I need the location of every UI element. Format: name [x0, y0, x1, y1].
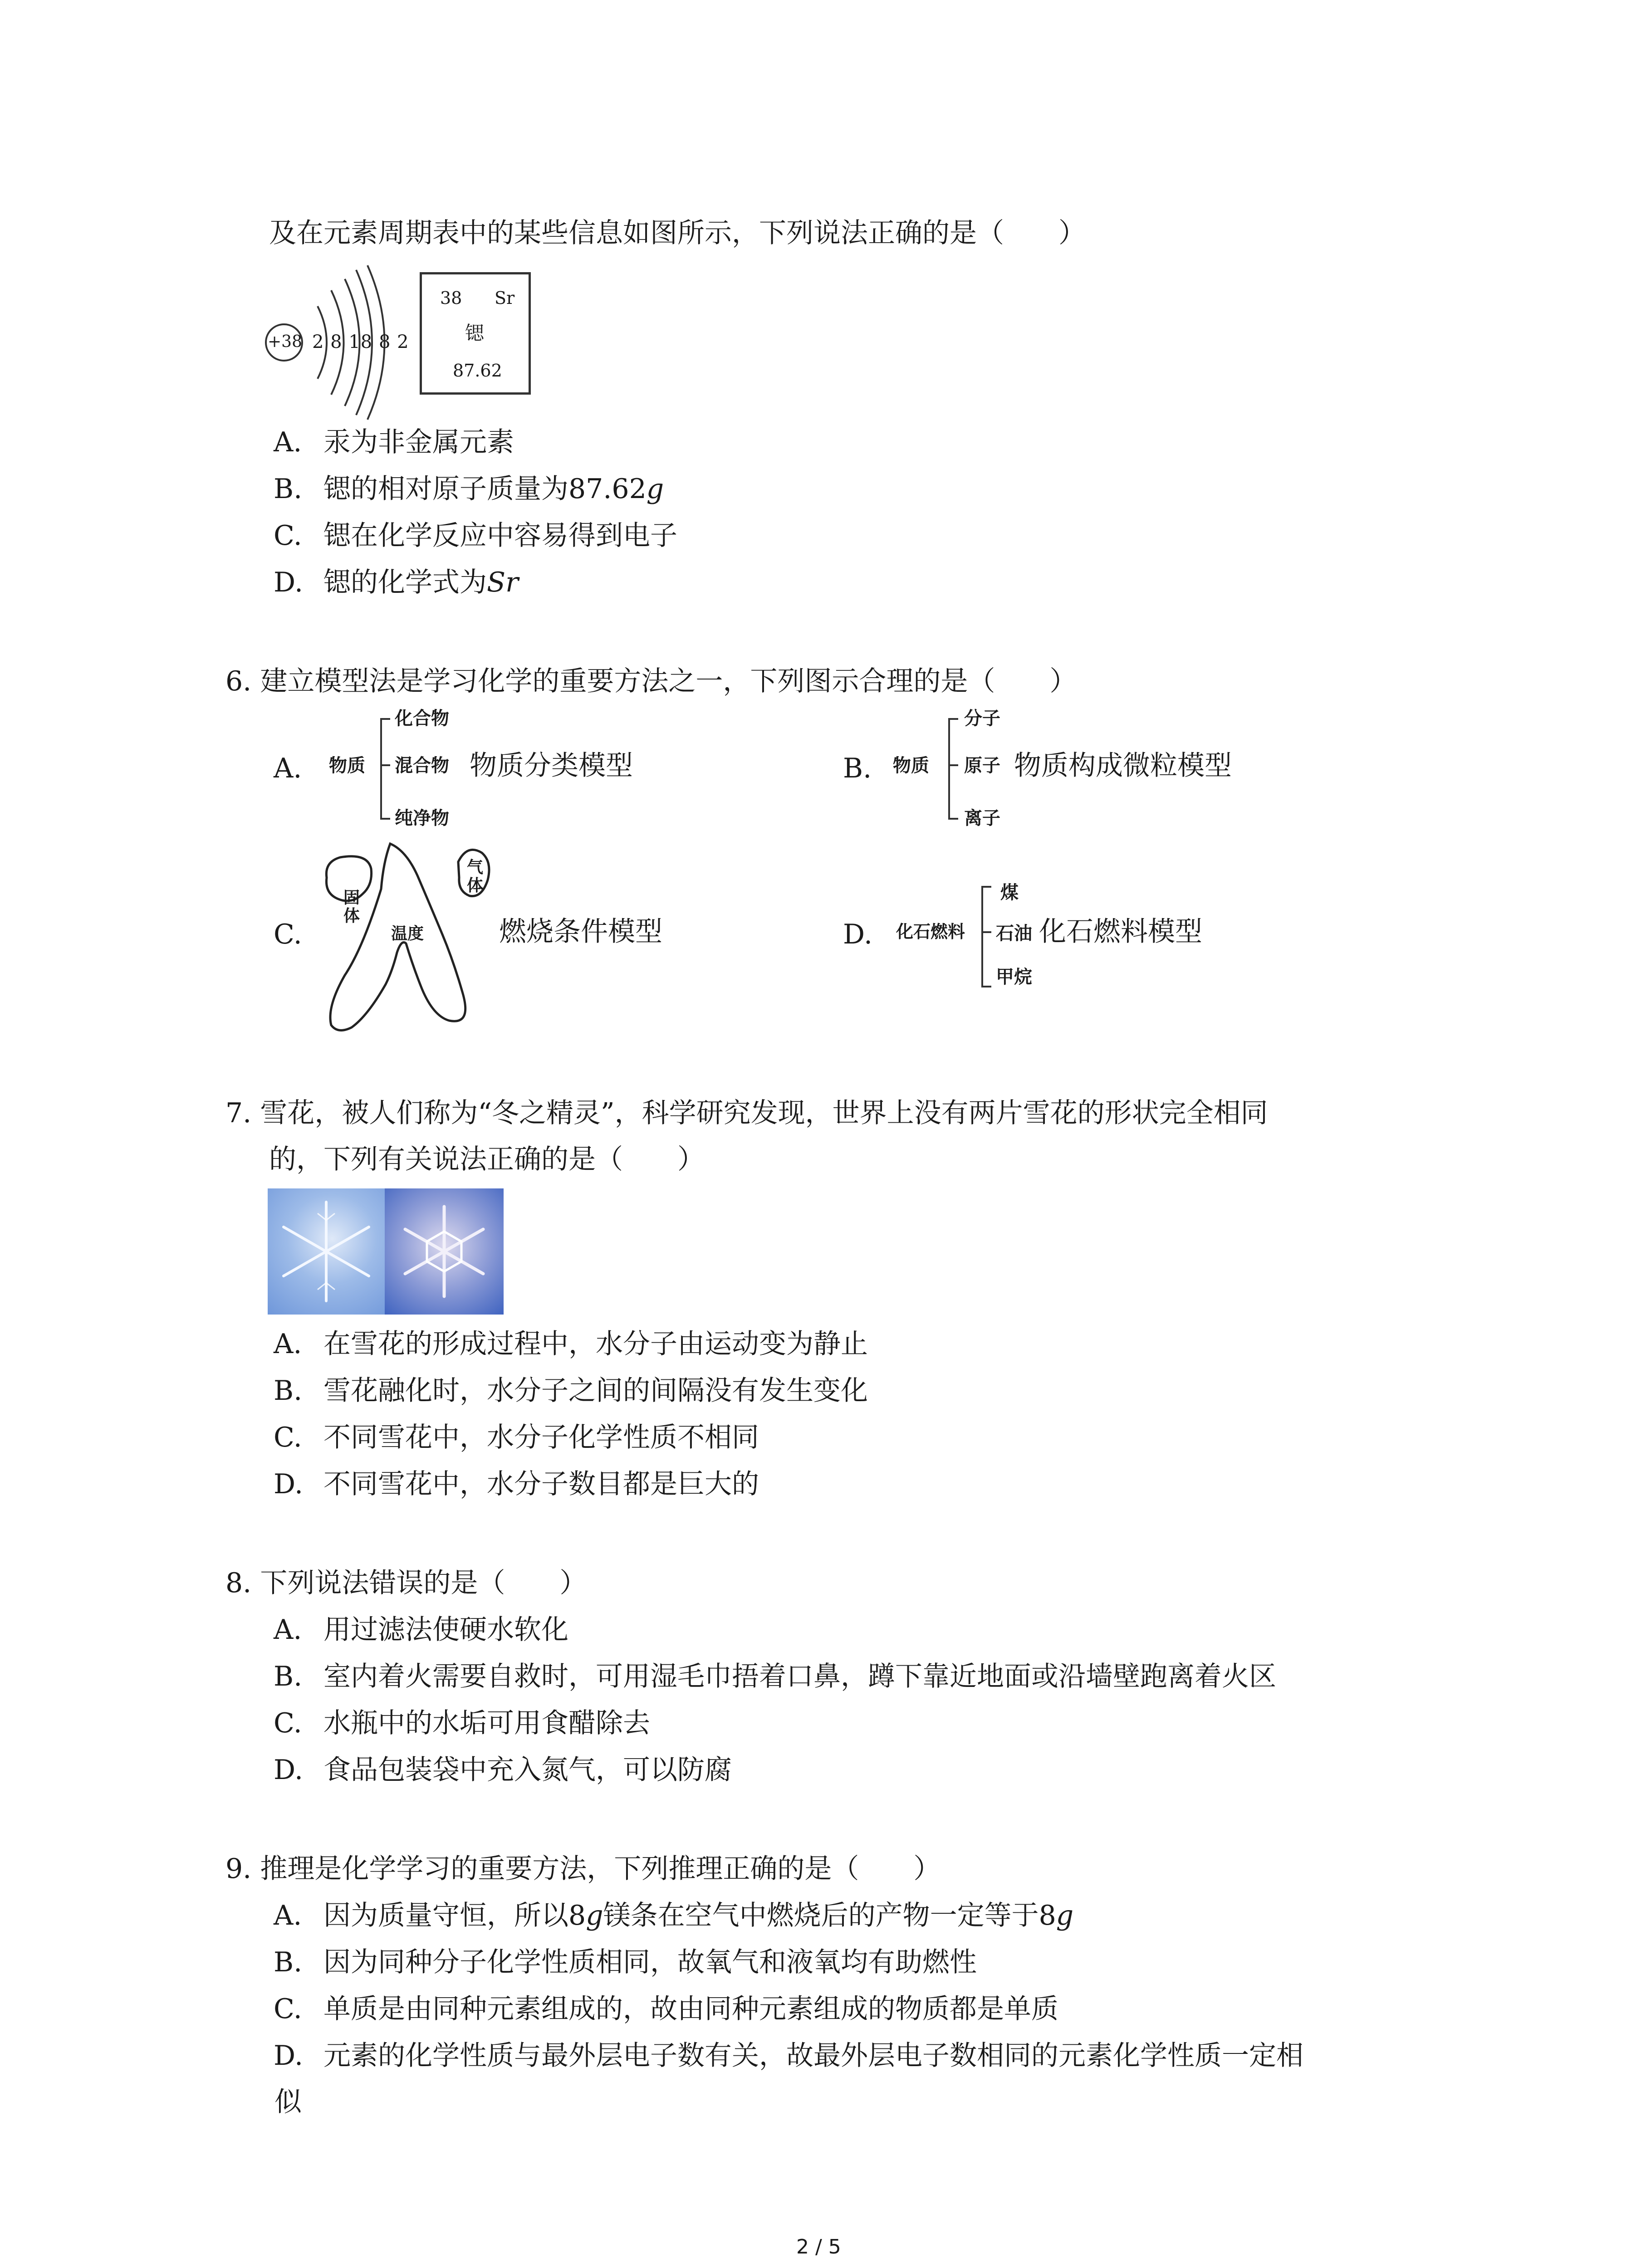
q9-option-d-text-line1: 元素的化学性质与最外层电子数有关，故最外层电子数相同的元素化学性质一定相: [323, 2040, 1303, 2072]
q6-d-item-0: 煤: [1000, 882, 1019, 903]
q9-a-mid: 镁条在空气中燃烧后的产物一定等于8: [603, 1900, 1056, 1931]
q9-a-pre: 因为质量守恒，所以8: [323, 1900, 586, 1931]
q6-option-d-letter: D.: [843, 919, 873, 950]
q6-b-item-2: 离子: [964, 808, 1000, 829]
q5-option-d-letter: D.: [274, 567, 304, 598]
q9-option-a-text: [323, 1899, 1073, 1932]
q9-a-unit1: g: [586, 1900, 603, 1931]
q7-option-d-text: 不同雪花中，水分子数目都是巨大的: [323, 1468, 759, 1500]
q6-option-a-letter: A.: [274, 753, 302, 784]
page-number: 2 / 5: [796, 2235, 841, 2258]
q7-option-c-letter: C.: [274, 1422, 302, 1453]
q6-a-caption: 物质分类模型: [470, 750, 633, 782]
q5-option-a-text: 汞为非金属元素: [323, 426, 514, 458]
q5-option-b-text: [323, 473, 664, 505]
q6-stem: 6. 建立模型法是学习化学的重要方法之一，下列图示合理的是（ ）: [225, 665, 1077, 697]
q8-option-b-letter: B.: [274, 1661, 303, 1692]
q7-option-a-letter: A.: [274, 1328, 302, 1360]
snowflake-photo-right: [385, 1188, 504, 1315]
q6-a-item-1: 混合物: [395, 755, 449, 776]
q6-c-solid: 固体: [343, 889, 360, 925]
q6-d-caption: 化石燃料模型: [1039, 916, 1202, 948]
q7-stem-line2: 的，下列有关说法正确的是（ ）: [269, 1144, 705, 1175]
q6-c-temp: 温度: [391, 924, 424, 943]
q9-stem: 9. 推理是化学学习的重要方法，下列推理正确的是（ ）: [225, 1853, 941, 1885]
q6-a-root: 物质: [329, 755, 365, 776]
q6-a-brace: [377, 714, 395, 823]
q8-option-d-letter: D.: [274, 1754, 304, 1786]
q9-option-d-letter: D.: [274, 2040, 304, 2072]
q7-option-a-text: 在雪花的形成过程中，水分子由运动变为静止: [323, 1328, 868, 1360]
q7-option-d-letter: D.: [274, 1468, 304, 1500]
q9-option-b-text: 因为同种分子化学性质相同，故氧气和液氧均有助燃性: [323, 1946, 977, 1978]
q5-option-c-letter: C.: [274, 520, 302, 552]
q7-option-b-letter: B.: [274, 1375, 303, 1407]
q8-option-b-text: 室内着火需要自救时，可用湿毛巾捂着口鼻，蹲下靠近地面或沿墙壁跑离着火区: [323, 1661, 1276, 1692]
q6-a-item-0: 化合物: [395, 708, 449, 729]
q6-b-caption: 物质构成微粒模型: [1014, 750, 1232, 782]
q6-b-item-0: 分子: [964, 708, 1000, 729]
atomic-number: 38: [440, 288, 462, 308]
q6-d-brace: [978, 882, 996, 991]
snowflake-photo-left: [268, 1188, 385, 1315]
q6-b-brace: [945, 714, 963, 823]
atomic-mass: 87.62: [453, 361, 502, 381]
element-symbol: Sr: [495, 288, 515, 308]
q8-option-c-letter: C.: [274, 1707, 302, 1739]
q9-option-c-text: 单质是由同种元素组成的，故由同种元素组成的物质都是单质: [323, 1993, 1058, 2025]
q9-option-a-letter: A.: [274, 1900, 302, 1931]
snowflake-left-icon: [268, 1188, 385, 1315]
q5-option-b-main: 锶的相对原子质量为87.62: [323, 473, 647, 505]
q6-d-item-2: 甲烷: [996, 967, 1032, 987]
q5-option-b-letter: B.: [274, 473, 303, 505]
q5-option-c-text: 锶在化学反应中容易得到电子: [323, 520, 677, 552]
q5-option-d-text: [323, 566, 519, 599]
atom-shell-electrons: 2 8 18 8 2: [312, 332, 409, 352]
q8-option-c-text: 水瓶中的水垢可用食醋除去: [323, 1707, 650, 1739]
q6-b-root: 物质: [893, 755, 929, 776]
atom-nucleus-charge: +38: [268, 332, 302, 351]
q7-option-b-text: 雪花融化时，水分子之间的间隔没有发生变化: [323, 1375, 868, 1407]
q6-d-root: 化石燃料: [896, 922, 965, 942]
q9-option-d-text-line2: 似: [274, 2086, 302, 2118]
element-name: 锶: [465, 322, 485, 344]
q8-option-d-text: 食品包装袋中充入氮气，可以防腐: [323, 1754, 732, 1786]
q7-stem-line1: 7. 雪花，被人们称为“冬之精灵”，科学研究发现，世界上没有两片雪花的形状完全相同: [225, 1097, 1268, 1129]
q6-option-b-letter: B.: [843, 753, 872, 784]
q8-option-a-text: 用过滤法使硬水软化: [323, 1614, 568, 1646]
q9-option-c-letter: C.: [274, 1993, 302, 2025]
snowflake-right-icon: [385, 1188, 504, 1315]
q8-stem: 8. 下列说法错误的是（ ）: [225, 1567, 587, 1599]
q5-option-b-unit: g: [646, 473, 664, 505]
q6-a-item-2: 纯净物: [395, 808, 449, 829]
element-tile: [420, 272, 531, 395]
q5-option-d-main: 锶的化学式为: [323, 567, 487, 598]
q6-d-item-1: 石油: [996, 923, 1032, 944]
q9-option-b-letter: B.: [274, 1946, 303, 1978]
q5-option-d-formula: Sr: [487, 567, 519, 598]
q6-option-c-letter: C.: [274, 919, 302, 950]
q6-c-gas: 气体: [466, 858, 483, 895]
q9-a-unit2: g: [1056, 1900, 1074, 1931]
q7-option-c-text: 不同雪花中，水分子化学性质不相同: [323, 1422, 759, 1453]
q8-option-a-letter: A.: [274, 1614, 302, 1646]
q6-b-item-1: 原子: [964, 755, 1000, 776]
q5-stem: 及在元素周期表中的某些信息如图所示，下列说法正确的是（ ）: [269, 217, 1086, 249]
q5-option-a-letter: A.: [274, 426, 302, 458]
q6-c-caption: 燃烧条件模型: [499, 916, 662, 948]
